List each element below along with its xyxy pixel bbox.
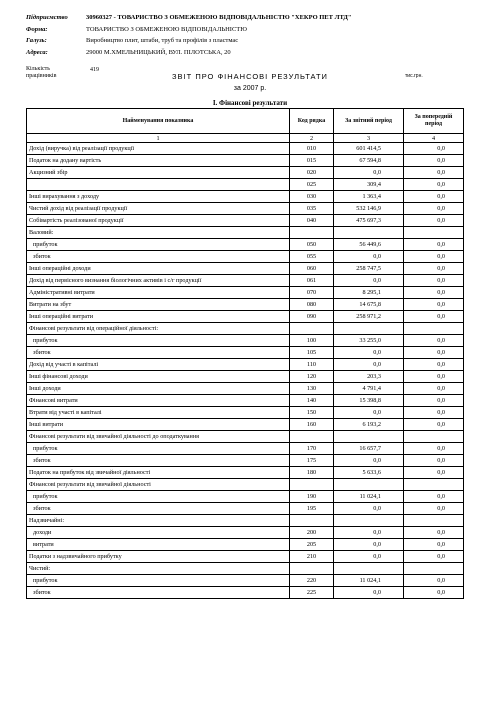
row-current-value: 0,0	[334, 539, 404, 551]
table-row	[27, 395, 464, 407]
row-code	[290, 323, 334, 335]
row-previous-value: 0,0	[404, 251, 464, 263]
enterprise-value: 30960327 - ТОВАРИСТВО З ОБМЕЖЕНОЮ ВІДПОВІДАЛЬНІСТЮ "ХЕКРО ПЕТ ЛТД"	[86, 14, 352, 21]
table-row	[27, 563, 464, 575]
row-name: Податок на прибуток від звичайної діяльності	[27, 467, 290, 479]
row-code: 130	[290, 383, 334, 395]
row-current-value	[334, 515, 404, 527]
row-current-value	[334, 431, 404, 443]
row-previous-value: 0,0	[404, 395, 464, 407]
row-name: Інші фінансові доходи	[27, 371, 290, 383]
row-current-value: 601 414,5	[334, 143, 404, 155]
table-row	[27, 467, 464, 479]
row-code: 180	[290, 467, 334, 479]
row-previous-value: 0,0	[404, 263, 464, 275]
row-previous-value: 0,0	[404, 287, 464, 299]
column-number-row	[27, 134, 464, 143]
row-previous-value: 0,0	[404, 179, 464, 191]
table-row	[27, 455, 464, 467]
row-name: Фінансові результати від звичайної діяльності	[27, 479, 290, 491]
row-previous-value: 0,0	[404, 299, 464, 311]
table-row	[27, 431, 464, 443]
table-row	[27, 155, 464, 167]
table-row	[27, 383, 464, 395]
table-row	[27, 503, 464, 515]
table-row	[27, 443, 464, 455]
table-row	[27, 167, 464, 179]
branch-line	[26, 37, 238, 45]
table-row	[27, 479, 464, 491]
row-current-value: 0,0	[334, 587, 404, 599]
row-code: 070	[290, 287, 334, 299]
row-previous-value: 0,0	[404, 491, 464, 503]
table-row	[27, 227, 464, 239]
column-number: 4	[404, 134, 464, 143]
table-row	[27, 263, 464, 275]
row-current-value: 0,0	[334, 527, 404, 539]
row-current-value: 0,0	[334, 551, 404, 563]
row-current-value	[334, 323, 404, 335]
row-code: 220	[290, 575, 334, 587]
table-row	[27, 239, 464, 251]
row-current-value: 309,4	[334, 179, 404, 191]
row-name: Дохід від участі в капіталі	[27, 359, 290, 371]
row-name: Інші доходи	[27, 383, 290, 395]
row-previous-value	[404, 563, 464, 575]
row-code	[290, 431, 334, 443]
row-current-value: 56 449,6	[334, 239, 404, 251]
row-name: прибуток	[27, 239, 290, 251]
row-name: Собівартість реалізованої продукції	[27, 215, 290, 227]
row-current-value: 11 024,1	[334, 575, 404, 587]
table-row	[27, 539, 464, 551]
report-units: тис.грн.	[405, 73, 423, 79]
column-number: 3	[334, 134, 404, 143]
row-previous-value: 0,0	[404, 587, 464, 599]
row-code	[290, 563, 334, 575]
row-name: збиток	[27, 251, 290, 263]
row-current-value: 475 697,3	[334, 215, 404, 227]
row-current-value: 258 747,5	[334, 263, 404, 275]
row-code: 105	[290, 347, 334, 359]
table-row	[27, 419, 464, 431]
row-previous-value: 0,0	[404, 539, 464, 551]
table-row	[27, 191, 464, 203]
table-row	[27, 575, 464, 587]
row-current-value: 15 398,8	[334, 395, 404, 407]
row-name: Податок на додану вартість	[27, 155, 290, 167]
row-code	[290, 227, 334, 239]
row-previous-value: 0,0	[404, 143, 464, 155]
row-code: 140	[290, 395, 334, 407]
row-name: Втрати від участі в капіталі	[27, 407, 290, 419]
form-label: Форма:	[26, 26, 48, 33]
table-row	[27, 527, 464, 539]
row-previous-value: 0,0	[404, 191, 464, 203]
row-name: Чистий:	[27, 563, 290, 575]
address-value: 29000 М.ХМЕЛЬНИЦЬКИЙ, ВУЛ. ПІЛОТСЬКА, 20	[86, 49, 231, 56]
row-code: 025	[290, 179, 334, 191]
row-current-value	[334, 227, 404, 239]
header-code: Код рядка	[290, 109, 334, 134]
branch-label: Галузь:	[26, 37, 47, 44]
row-current-value: 11 024,1	[334, 491, 404, 503]
row-name: витрати	[27, 539, 290, 551]
row-previous-value: 0,0	[404, 527, 464, 539]
row-previous-value: 0,0	[404, 575, 464, 587]
table-body	[27, 143, 464, 599]
row-previous-value: 0,0	[404, 347, 464, 359]
row-code: 120	[290, 371, 334, 383]
row-previous-value: 0,0	[404, 311, 464, 323]
row-current-value: 8 295,1	[334, 287, 404, 299]
row-current-value: 67 594,8	[334, 155, 404, 167]
row-previous-value	[404, 479, 464, 491]
table-row	[27, 143, 464, 155]
row-name: Чистий дохід від реалізації продукції	[27, 203, 290, 215]
row-name	[27, 179, 290, 191]
header-indicator: Найменування показника	[27, 109, 290, 134]
row-code: 110	[290, 359, 334, 371]
row-code: 090	[290, 311, 334, 323]
row-name: Акцизний збір	[27, 167, 290, 179]
report-title: ЗВІТ ПРО ФІНАНСОВІ РЕЗУЛЬТАТИ	[172, 72, 328, 81]
header-current-period: За звітний період	[334, 109, 404, 134]
row-current-value: 258 971,2	[334, 311, 404, 323]
staff-value: 419	[90, 67, 99, 73]
row-name: Адміністративні витрати	[27, 287, 290, 299]
row-name: Фінансові результати від звичайної діяльності до оподаткування	[27, 431, 290, 443]
table-row	[27, 515, 464, 527]
table-row	[27, 359, 464, 371]
row-previous-value: 0,0	[404, 551, 464, 563]
section-title: І. Фінансові результати	[212, 99, 288, 107]
table-row	[27, 335, 464, 347]
row-code: 050	[290, 239, 334, 251]
table-row	[27, 203, 464, 215]
row-name: Податки з надзвичайного прибутку	[27, 551, 290, 563]
form-value: ТОВАРИСТВО З ОБМЕЖЕНОЮ ВІДПОВІДАЛЬНІСТЮ	[86, 26, 247, 33]
row-previous-value: 0,0	[404, 371, 464, 383]
row-code: 055	[290, 251, 334, 263]
row-code: 195	[290, 503, 334, 515]
row-current-value: 0,0	[334, 251, 404, 263]
column-number: 1	[27, 134, 290, 143]
column-number: 2	[290, 134, 334, 143]
row-name: Інші вирахування з доходу	[27, 191, 290, 203]
table-row	[27, 311, 464, 323]
row-current-value: 0,0	[334, 455, 404, 467]
table-row	[27, 407, 464, 419]
row-code: 170	[290, 443, 334, 455]
row-code: 200	[290, 527, 334, 539]
table-row	[27, 179, 464, 191]
row-code: 210	[290, 551, 334, 563]
row-name: прибуток	[27, 575, 290, 587]
row-previous-value: 0,0	[404, 215, 464, 227]
row-name: Інші витрати	[27, 419, 290, 431]
row-previous-value: 0,0	[404, 239, 464, 251]
row-current-value: 0,0	[334, 347, 404, 359]
row-current-value: 203,3	[334, 371, 404, 383]
staff-label-line-1: Кількість	[26, 66, 51, 72]
row-name: прибуток	[27, 335, 290, 347]
row-code: 061	[290, 275, 334, 287]
table-row	[27, 491, 464, 503]
table-row	[27, 287, 464, 299]
row-name: Фінансові результати від операційної діяльності:	[27, 323, 290, 335]
row-name: прибуток	[27, 443, 290, 455]
row-code: 225	[290, 587, 334, 599]
row-code: 150	[290, 407, 334, 419]
row-previous-value: 0,0	[404, 155, 464, 167]
row-name: Інші операційні витрати	[27, 311, 290, 323]
row-previous-value: 0,0	[404, 467, 464, 479]
row-current-value: 6 193,2	[334, 419, 404, 431]
row-code: 040	[290, 215, 334, 227]
row-name: збиток	[27, 503, 290, 515]
row-previous-value: 0,0	[404, 359, 464, 371]
table-row	[27, 551, 464, 563]
row-name: Витрати на збут	[27, 299, 290, 311]
table-header-row	[27, 109, 464, 134]
row-current-value: 0,0	[334, 167, 404, 179]
report-period: за 2007 р.	[233, 85, 267, 92]
row-previous-value: 0,0	[404, 275, 464, 287]
row-current-value: 5 633,6	[334, 467, 404, 479]
financial-results-table	[26, 108, 464, 599]
row-code: 020	[290, 167, 334, 179]
table-row	[27, 215, 464, 227]
address-label: Адреса:	[26, 49, 48, 56]
row-previous-value: 0,0	[404, 383, 464, 395]
staff-label-line-2: працівників	[26, 73, 57, 79]
row-code: 160	[290, 419, 334, 431]
row-current-value: 0,0	[334, 503, 404, 515]
row-code: 060	[290, 263, 334, 275]
row-name: Валовий:	[27, 227, 290, 239]
table-row	[27, 299, 464, 311]
address-line	[26, 49, 231, 57]
row-name: Дохід (виручка) від реалізації продукції	[27, 143, 290, 155]
row-current-value: 33 255,0	[334, 335, 404, 347]
table-row	[27, 347, 464, 359]
row-current-value: 532 146,9	[334, 203, 404, 215]
row-name: збиток	[27, 455, 290, 467]
row-previous-value: 0,0	[404, 455, 464, 467]
branch-value: Виробництво плит, штаби, труб та профілів з пластмас	[86, 37, 239, 44]
row-name: доходи	[27, 527, 290, 539]
row-previous-value: 0,0	[404, 335, 464, 347]
row-current-value: 0,0	[334, 275, 404, 287]
row-current-value: 4 791,4	[334, 383, 404, 395]
table-row	[27, 587, 464, 599]
row-current-value: 0,0	[334, 407, 404, 419]
row-current-value	[334, 479, 404, 491]
row-previous-value	[404, 431, 464, 443]
row-previous-value	[404, 227, 464, 239]
table-row	[27, 323, 464, 335]
row-previous-value: 0,0	[404, 443, 464, 455]
table-row	[27, 371, 464, 383]
row-current-value: 1 363,4	[334, 191, 404, 203]
row-code	[290, 515, 334, 527]
row-name: Надзвичайні:	[27, 515, 290, 527]
row-code: 100	[290, 335, 334, 347]
row-code: 190	[290, 491, 334, 503]
enterprise-label: Підприємство	[26, 14, 68, 21]
row-previous-value: 0,0	[404, 419, 464, 431]
row-name: Інші операційні доходи	[27, 263, 290, 275]
row-code: 175	[290, 455, 334, 467]
row-previous-value: 0,0	[404, 407, 464, 419]
row-code: 080	[290, 299, 334, 311]
row-current-value: 14 675,8	[334, 299, 404, 311]
row-name: прибуток	[27, 491, 290, 503]
row-previous-value: 0,0	[404, 203, 464, 215]
enterprise-line	[26, 14, 351, 22]
row-current-value	[334, 563, 404, 575]
row-name: Дохід від первісного визнання біологічних активів і с/г продукції	[27, 275, 290, 287]
row-code: 205	[290, 539, 334, 551]
row-name: збиток	[27, 347, 290, 359]
row-name: Фінансові витрати	[27, 395, 290, 407]
row-code: 035	[290, 203, 334, 215]
row-code: 015	[290, 155, 334, 167]
row-previous-value	[404, 323, 464, 335]
row-previous-value	[404, 515, 464, 527]
table-row	[27, 275, 464, 287]
row-previous-value: 0,0	[404, 167, 464, 179]
row-code	[290, 479, 334, 491]
row-code: 030	[290, 191, 334, 203]
row-name: збиток	[27, 587, 290, 599]
form-line	[26, 26, 247, 34]
table-row	[27, 251, 464, 263]
header-previous-period: За попередній період	[404, 109, 464, 134]
row-previous-value: 0,0	[404, 503, 464, 515]
row-current-value: 0,0	[334, 359, 404, 371]
row-current-value: 16 657,7	[334, 443, 404, 455]
row-code: 010	[290, 143, 334, 155]
